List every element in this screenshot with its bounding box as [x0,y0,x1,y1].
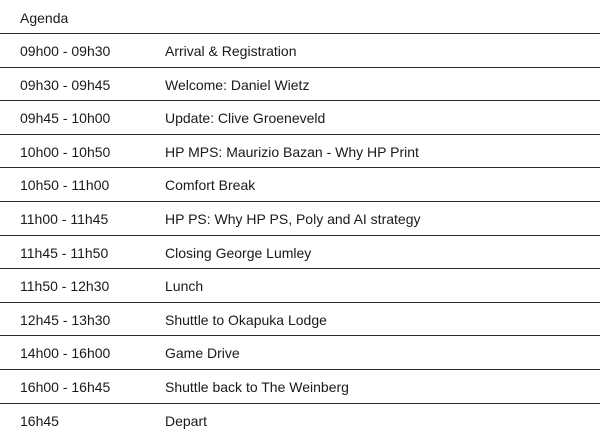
agenda-event: Shuttle back to The Weinberg [165,378,349,395]
agenda-header [0,0,600,34]
agenda-row [0,269,600,303]
agenda-time: 11h50 - 12h30 [20,278,110,295]
agenda-event: Shuttle to Okapuka Lodge [165,311,327,328]
agenda-row [0,370,600,404]
agenda-time: 16h45 [20,412,59,429]
agenda-event: Comfort Break [165,177,256,194]
agenda-row [0,202,600,236]
agenda-event: Game Drive [165,345,240,362]
agenda-event: HP PS: Why HP PS, Poly and AI strategy [165,210,421,227]
agenda-row [0,236,600,270]
agenda-event: Welcome: Daniel Wietz [165,76,310,93]
agenda-event: Update: Clive Groeneveld [165,110,326,127]
agenda-event: Lunch [165,278,204,295]
agenda-rows [0,34,600,437]
agenda-time: 11h45 - 11h50 [20,244,109,261]
agenda-time: 09h45 - 10h00 [20,110,111,127]
agenda-title: Agenda [20,10,69,26]
agenda-time: 14h00 - 16h00 [20,345,111,362]
agenda-time: 12h45 - 13h30 [20,311,111,328]
agenda-time: 09h30 - 09h45 [20,76,111,93]
agenda-event: Closing George Lumley [165,244,312,261]
agenda-row [0,168,600,202]
agenda-row [0,34,600,68]
agenda-time: 09h00 - 09h30 [20,43,111,59]
agenda-event: Depart [165,412,208,429]
agenda-row [0,303,600,337]
agenda-row [0,68,600,102]
agenda-event: Arrival & Registration [165,43,297,59]
agenda-row [0,336,600,370]
agenda-row [0,404,600,438]
agenda-time: 16h00 - 16h45 [20,378,111,395]
agenda-time: 10h50 - 11h00 [20,177,110,194]
agenda-row [0,135,600,169]
agenda-event: HP MPS: Maurizio Bazan - Why HP Print [165,143,419,160]
agenda-time: 11h00 - 11h45 [20,210,109,227]
agenda-row [0,101,600,135]
agenda-time: 10h00 - 10h50 [20,143,111,160]
